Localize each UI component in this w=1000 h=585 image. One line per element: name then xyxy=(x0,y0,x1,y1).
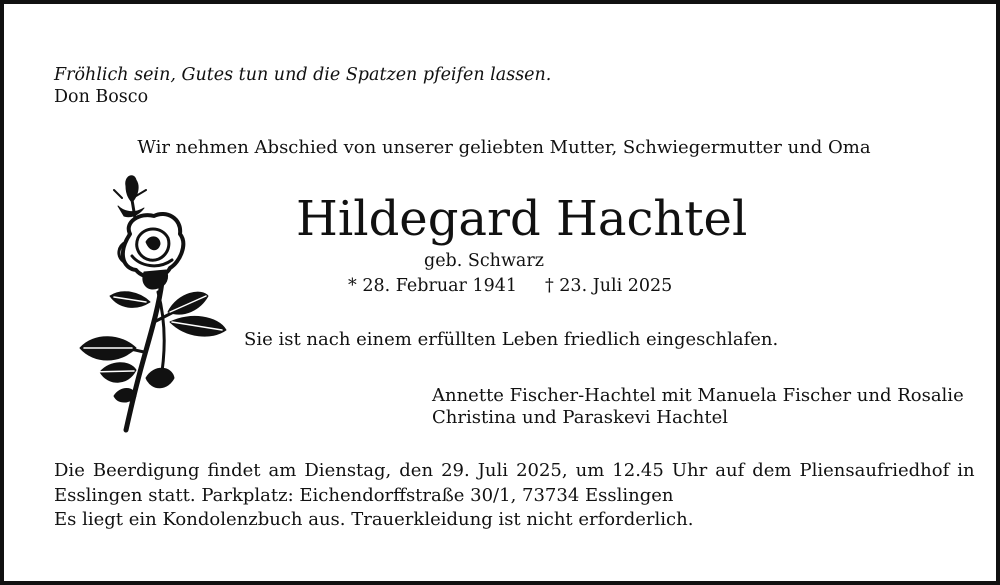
farewell-sentence: Sie ist nach einem erfüllten Leben friedlich eingeschlafen. xyxy=(244,329,779,350)
maiden-name: geb. Schwarz xyxy=(424,251,544,271)
family-line-2: Christina und Paraskevi Hachtel xyxy=(432,407,728,428)
death-date: † 23. Juli 2025 xyxy=(544,276,673,296)
funeral-info-line-1: Die Beerdigung findet am Dienstag, den 29. Juli 2025, um 12.45 Uhr auf dem Pliensaufriedhof in xyxy=(54,460,975,481)
intro-text: Wir nehmen Abschied von unserer geliebten Mutter, Schwiegermutter und Oma xyxy=(137,137,871,158)
rose-icon xyxy=(74,172,234,434)
birth-date: * 28. Februar 1941 xyxy=(348,276,517,296)
family-line-1: Annette Fischer-Hachtel mit Manuela Fischer und Rosalie xyxy=(432,385,964,406)
deceased-name: Hildegard Hachtel xyxy=(296,191,748,247)
quote-text: Fröhlich sein, Gutes tun und die Spatzen pfeifen lassen. xyxy=(54,65,552,85)
quote-author: Don Bosco xyxy=(54,87,149,107)
funeral-info-line-2: Esslingen statt. Parkplatz: Eichendorffstraße 30/1, 73734 Esslingen xyxy=(54,485,674,506)
funeral-info-line-3: Es liegt ein Kondolenzbuch aus. Trauerkleidung ist nicht erforderlich. xyxy=(54,509,694,530)
life-dates xyxy=(348,275,672,297)
